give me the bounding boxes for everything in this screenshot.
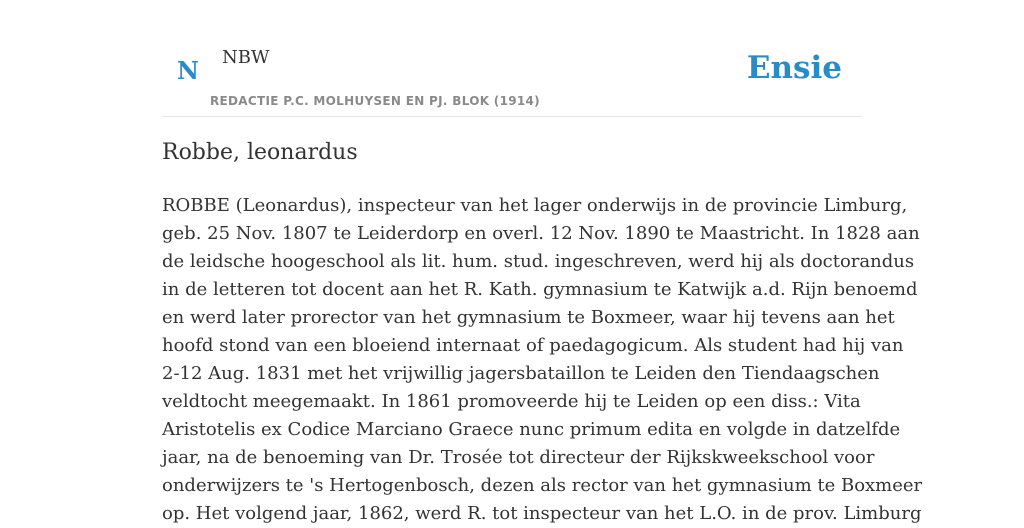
article-body	[162, 192, 923, 528]
logo-icon[interactable]: N	[177, 56, 199, 85]
article-line: 2-12 Aug. 1831 met het vrijwillig jagersbataillon te Leiden den Tiendaagschen	[162, 363, 880, 384]
article-line: jaar, na de benoeming van Dr. Trosée tot directeur der Rijkskweekschool voor	[162, 447, 875, 468]
site-subtitle: REDACTIE P.C. MOLHUYSEN EN PJ. BLOK (1914)	[210, 94, 540, 108]
article-line: hoofd stond van een bloeiend internaat of paedagogicum. Als student had hij van	[162, 335, 904, 356]
article-line: veldtocht meegemaakt. In 1861 promoveerde hij te Leiden op een diss.: Vita	[162, 391, 861, 412]
site-header	[162, 0, 862, 117]
brand-logo-link[interactable]: Ensie	[746, 50, 842, 86]
page-title: Robbe, leonardus	[162, 140, 358, 165]
article-line: en werd later prorector van het gymnasium te Boxmeer, waar hij tevens aan het	[162, 307, 895, 328]
article-line: onderwijzers te 's Hertogenbosch, dezen als rector van het gymnasium te Boxmeer	[162, 475, 923, 496]
article-line: geb. 25 Nov. 1807 te Leiderdorp en overl. 12 Nov. 1890 te Maastricht. In 1828 aan	[162, 223, 920, 244]
article-line: op. Het volgend jaar, 1862, werd R. tot inspecteur van het L.O. in de prov. Limburg	[162, 503, 922, 524]
article-line: in de letteren tot docent aan het R. Kath. gymnasium te Katwijk a.d. Rijn benoemd	[162, 279, 918, 300]
article-line: Aristotelis ex Codice Marciano Graece nunc primum edita en volgde in datzelfde	[162, 419, 901, 440]
page-container	[162, 0, 923, 524]
article-line: de leidsche hoogeschool als lit. hum. stud. ingeschreven, werd hij als doctorandus	[162, 251, 915, 272]
site-name[interactable]: NBW	[222, 47, 270, 68]
article-line: ROBBE (Leonardus), inspecteur van het lager onderwijs in de provincie Limburg,	[162, 195, 908, 216]
